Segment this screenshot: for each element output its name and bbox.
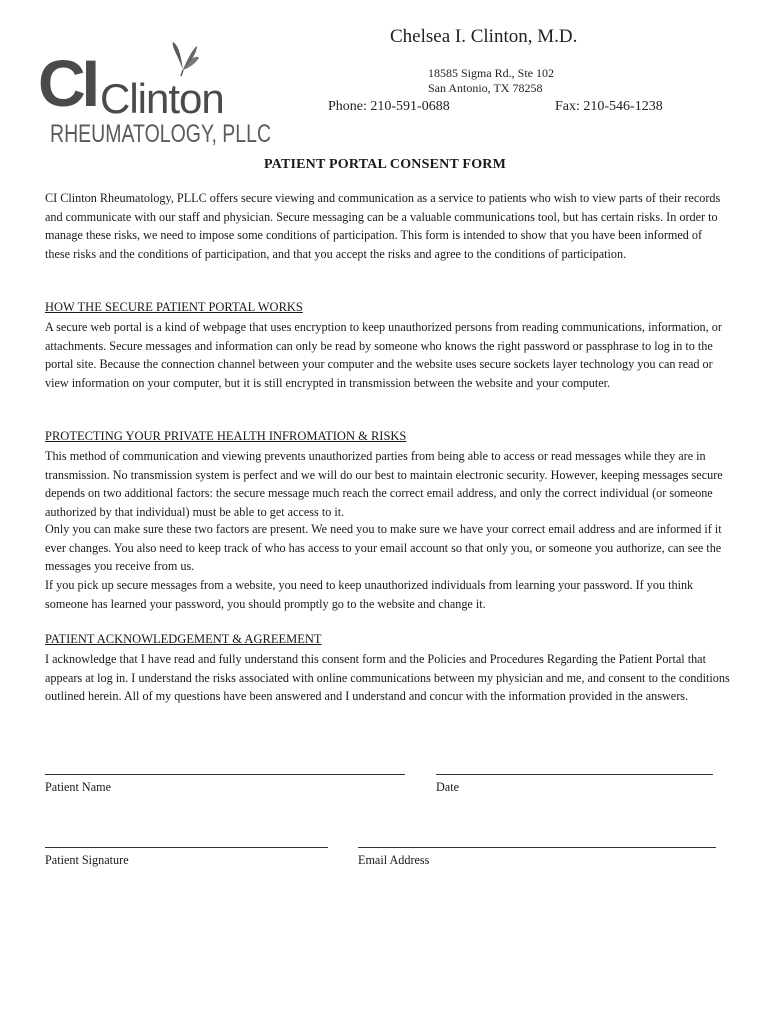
date-line[interactable] bbox=[436, 774, 713, 775]
form-title: PATIENT PORTAL CONSENT FORM bbox=[263, 157, 507, 172]
butterfly-icon bbox=[163, 40, 203, 80]
email-address-label: Email Address bbox=[358, 853, 430, 867]
date-label: Date bbox=[436, 780, 460, 794]
section-portal-paragraph: A secure web portal is a kind of webpage that uses encryption to keep unauthorized persons from reading communications, information, or attachments. Secure messages and information can only be read by someone who knows the right password or passphrase to log in to the portal site. Because the connection channel between your computer and the website uses secure sockets layer technology you can read or view information on your computer, but it is still encrypted in transmission between the website and your computer. bbox=[45, 320, 722, 390]
logo-ci-text: CI bbox=[38, 46, 96, 120]
section-heading-protecting: PROTECTING YOUR PRIVATE HEALTH INFROMATION & RISKS bbox=[45, 429, 407, 443]
section-acknowledgement-paragraph: I acknowledge that I have read and fully understand this consent form and the Policies and Procedures Regarding the Patient Portal that appears at log in. I understand the risks associated with online communications between my physician and me, and consent to the conditions outlined herein. All of my questions have been answered and I understand and concur with the information provided in the answers. bbox=[45, 652, 730, 704]
section-heading-portal: HOW THE SECURE PATIENT PORTAL WORKS bbox=[45, 300, 303, 314]
email-address-line[interactable] bbox=[358, 847, 716, 848]
doctor-name: Chelsea I. Clinton, M.D. bbox=[390, 26, 578, 47]
logo-subtitle: RHEUMATOLOGY, PLLC bbox=[50, 120, 272, 148]
address-line-2: San Antonio, TX 78258 bbox=[428, 81, 543, 95]
section-heading-acknowledgement: PATIENT ACKNOWLEDGEMENT & AGREEMENT bbox=[45, 632, 322, 646]
patient-signature-label: Patient Signature bbox=[45, 853, 129, 867]
logo-clinton-text: Clinton bbox=[100, 75, 224, 122]
practice-logo bbox=[38, 40, 272, 148]
phone-number: Phone: 210-591-0688 bbox=[328, 99, 450, 114]
intro-paragraph: CI Clinton Rheumatology, PLLC offers secure viewing and communication as a service to patients who wish to view parts of their records and communicate with our staff and physician. Secure messaging can be a valuable communications tool, but has certain risks. In order to manage these risks, we need to impose some conditions of participation. This form is intended to show that you have been informed of these risks and the conditions of participation, and that you accept the risks and agree to the conditions of participation. bbox=[45, 191, 721, 261]
patient-signature-line[interactable] bbox=[45, 847, 328, 848]
section-protecting-paragraph-1: This method of communication and viewing prevents unauthorized parties from being able to access or read messages while they are in transmission. No transmission system is perfect and we will do our best to maintain electronic security. However, keeping messages secure depends on two additional factors: the secure message much reach the correct email address, and only the correct individual (or someone authorized by that individual) must be able to get access to it. bbox=[45, 449, 723, 519]
address-line-1: 18585 Sigma Rd., Ste 102 bbox=[428, 66, 555, 80]
section-protecting-paragraph-3: If you pick up secure messages from a website, you need to keep unauthorized individuals from learning your password. If you think someone has learned your password, you should promptly go to the website and change it. bbox=[45, 578, 694, 611]
fax-number: Fax: 210-546-1238 bbox=[555, 99, 663, 114]
patient-name-line[interactable] bbox=[45, 774, 405, 775]
patient-name-label: Patient Name bbox=[45, 780, 111, 794]
section-protecting-paragraph-2: Only you can make sure these two factors are present. We need you to make sure we have your correct email address and are informed if it ever changes. You also need to keep track of who has access to your email account so that only you, or someone you authorize, can see the messages you receive from us. bbox=[45, 522, 722, 574]
